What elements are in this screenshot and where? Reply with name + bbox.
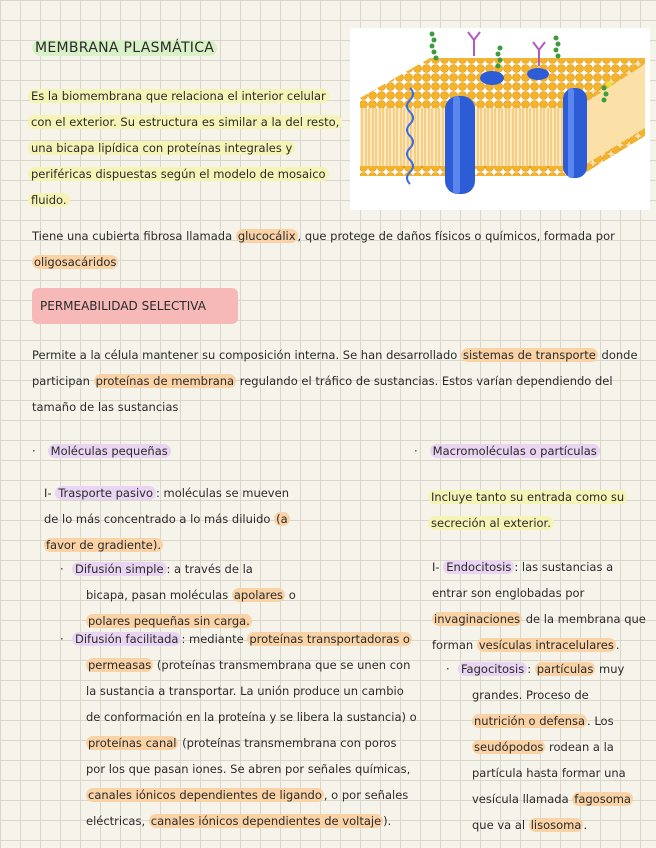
- oligosaccharides-term: oligosacáridos: [34, 255, 117, 269]
- macromolecules-heading: · Macromoléculas o partículas: [414, 438, 600, 464]
- intro-paragraph: Es la biomembrana que relaciona el interior celular con el exterior. Su estructura es similar a la del resto, una bicapa lipídica con proteínas integrales y periféricas dispuestas según el modelo de mosaico fluido.: [28, 83, 342, 213]
- endocytosis-block: I- Endocitosis : las sustancias a entrar son englobadas por invaginaciones de la membrana que forman vesículas intracelulares .: [432, 560, 646, 652]
- phagocytosis-block: · Fagocitosis : partículas muy grandes. Proceso de nutrición o defensa . Los seudópodos rodean a la partícula hasta formar una vesícula llamada fagosoma que va al lisosoma .: [446, 662, 631, 832]
- page-title: MEMBRANA PLASMÁTICA: [32, 35, 217, 61]
- permeability-paragraph: Permite a la célula mantener su composición interna. Se han desarrollado sistemas de transporte donde participan proteínas de membrana regulando el tráfico de sustancias. Estos varían dependiendo del tamaño de las sustancias: [32, 348, 638, 414]
- membrane-illustration: [350, 28, 650, 210]
- inclusion-note: Incluye tanto su entrada como su secreción al exterior.: [428, 484, 627, 536]
- small-molecules-heading: · Moléculas pequeñas: [32, 438, 171, 464]
- peripheral-protein: [480, 71, 504, 85]
- glycocalyx-term: glucocálix: [237, 229, 296, 243]
- section-title: PERMEABILIDAD SELECTIVA: [32, 288, 238, 324]
- membrane-illustration-svg: [350, 28, 650, 210]
- integral-protein-2: [563, 88, 587, 178]
- passive-transport-block: I- Trasporte pasivo : moléculas se mueven de lo más concentrado a lo más diluido (a favor de gradiente).: [44, 486, 289, 552]
- simple-diffusion-block: · Difusión simple : a través de la bicapa, pasan moléculas apolares o polares pequeñas sin carga.: [60, 562, 296, 628]
- facilitated-diffusion-block: · Difusión facilitada : mediante proteínas transportadoras o permeasas (proteínas transmembrana que se unen con la sustancia a transportar. La unión produce un cambio de conformación en la proteína y se libera la sustancia) o proteínas canal (proteínas transmembrana con poros por los que pasan iones. Se abren por señales químicas, canales iónicos dependientes de ligando , o por señales eléctricas, canales iónicos dependientes de voltaje ).: [60, 632, 417, 828]
- glycocalyx-paragraph: Tiene una cubierta fibrosa llamada glucocálix , que protege de daños físicos o químicos, formada por oligosacáridos: [32, 229, 615, 269]
